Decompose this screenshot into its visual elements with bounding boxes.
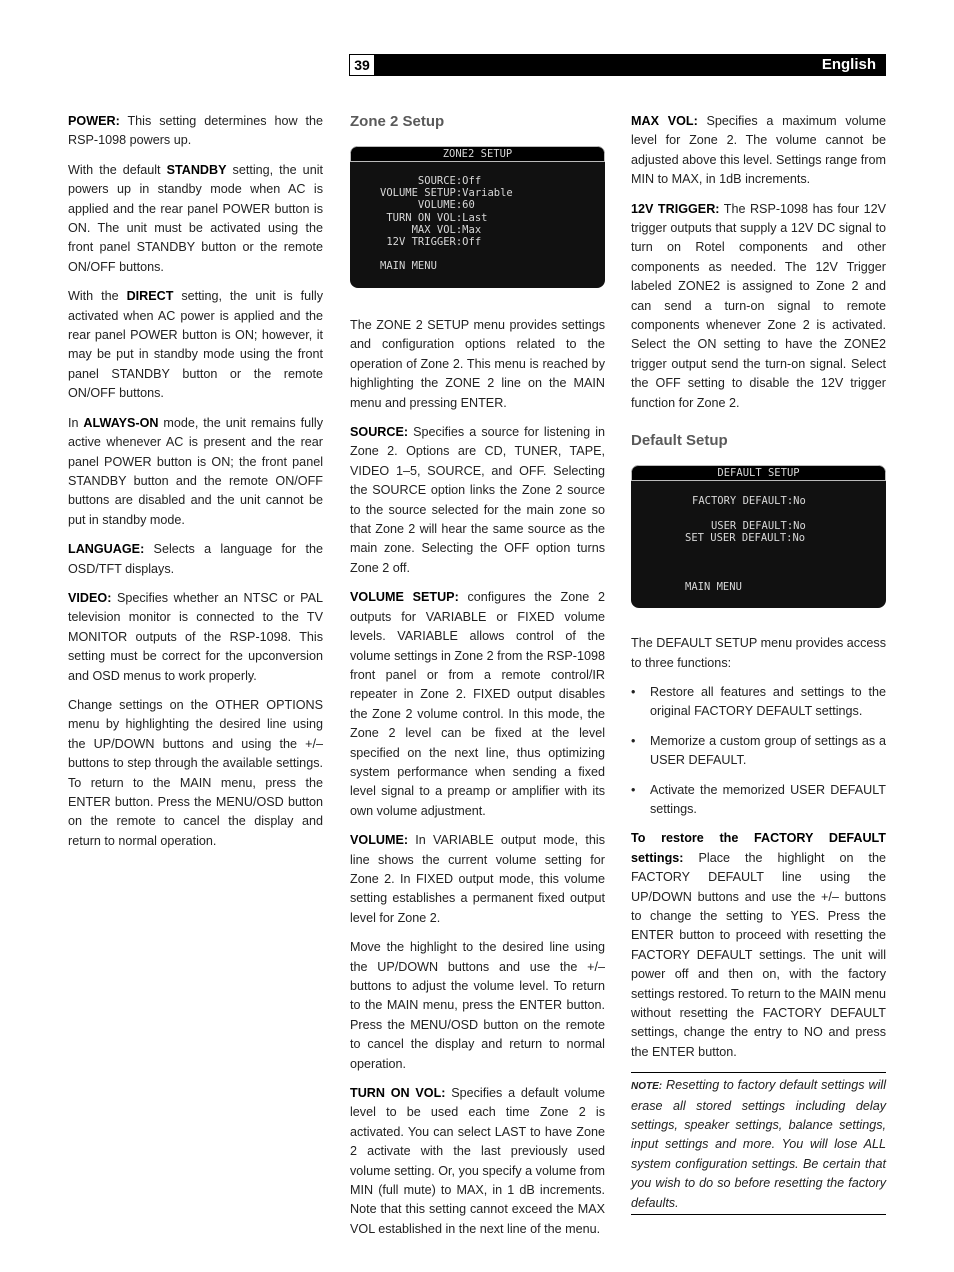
osd-line — [631, 544, 886, 556]
term-power: POWER: — [68, 114, 120, 128]
term-12v-trigger: 12V TRIGGER: — [631, 201, 720, 216]
osd-line: FACTORY DEFAULT:No — [692, 495, 806, 508]
term-always-on: ALWAYS-ON — [83, 415, 159, 430]
osd-line: SET USER DEFAULT:No — [685, 531, 806, 544]
note-label: NOTE: — [631, 1081, 663, 1093]
osd-line — [350, 248, 605, 260]
term-source: SOURCE: — [350, 425, 409, 440]
direct-paragraph: With the DIRECT setting, the unit is fully activated when AC power is applied and the rear panel POWER button is ON; however, it may be put in standby mode using the front panel STANDBY button or the remote ON/OFF buttons. — [68, 289, 323, 401]
term-video: VIDEO: — [68, 590, 112, 605]
list-item: • Restore all features and settings to the original FACTORY DEFAULT settings. — [631, 684, 886, 719]
osd-title: DEFAULT SETUP — [631, 465, 886, 481]
page-header — [349, 54, 886, 76]
list-item: • Memorize a custom group of settings as a USER DEFAULT. — [631, 733, 886, 768]
column-left — [68, 112, 323, 861]
osd-line: SOURCE:Off — [380, 175, 482, 187]
column-middle — [350, 112, 605, 1249]
default-osd-screen — [631, 465, 886, 608]
column-right — [631, 112, 886, 1215]
default-intro-paragraph: The DEFAULT SETUP menu provides access to three functions: — [631, 636, 886, 670]
default-setup-heading: Default Setup — [631, 432, 728, 450]
list-item: • Activate the memorized USER DEFAULT settings. — [631, 782, 886, 816]
osd-line: USER DEFAULT:No — [692, 519, 806, 532]
term-max-vol: MAX VOL: — [631, 114, 698, 128]
source-paragraph: SOURCE: Specifies a source for listening in Zone 2. Options are CD, TUNER, TAPE, VIDEO 1–5, SOURCE, and OFF. Selecting the SOURCE option links the Zone 2 source to the source selected for the main zone so that Zone 2 will hear the same source as the main zone. Selecting the OFF option turns Zone 2 off. — [350, 425, 605, 575]
zone2-osd-screen — [350, 146, 605, 288]
volume-setup-paragraph: VOLUME SETUP: configures the Zone 2 outputs for VARIABLE or FIXED volume levels. VARIABLE allows control of the volume settings in Zone 2 from the RSP-1098 front panel or from a remote control/IR repeater in Zone 2. FIXED output disables the Zone 2 volume control. In this mode, the Zone 2 level can be fixed at the level specified on the next line, thus optimizing system performance when sending a fixed level signal to a preamp or amplifier with its own volume adjustment. — [350, 590, 605, 818]
term-language: LANGUAGE: — [68, 542, 145, 557]
move-highlight-paragraph: Move the highlight to the desired line using the UP/DOWN buttons and use the +/– buttons to adjust the volume level. To return to the MAIN menu, press the ENTER button. Press the MENU/OSD button on the remote to cancel the display and return to normal operation. — [350, 940, 605, 1071]
osd-line: MAX VOL:Max — [380, 223, 482, 236]
osd-line: 12V TRIGGER:Off — [380, 236, 482, 249]
osd-title: ZONE2 SETUP — [350, 146, 605, 162]
restore-factory-paragraph: To restore the FACTORY DEFAULT settings: Place the highlight on the FACTORY DEFAULT line using the UP/DOWN buttons and use the +/– buttons to change the setting to YES. Press the ENTER button to proceed with resetting the FACTORY DEFAULT settings. The unit will power off and then on, with the factory settings restored. To return to the MAIN menu without resetting the FACTORY DEFAULT settings, change the entry to NO and press the ENTER button. — [631, 831, 886, 1059]
term-direct: DIRECT — [126, 289, 174, 304]
zone2-intro-paragraph: The ZONE 2 SETUP menu provides settings and configuration options related to the operation of Zone 2. This menu is reached by highlighting the ZONE 2 line on the MAIN menu and pressing ENTER. — [350, 318, 605, 410]
max-vol-paragraph: MAX VOL: Specifies a maximum volume level for Zone 2. The volume cannot be adjusted above this level. Settings range from MIN to MAX, in 1dB increments. — [631, 114, 886, 187]
osd-line — [631, 568, 886, 580]
language-paragraph: LANGUAGE: Selects a language for the OSD/TFT displays. — [68, 542, 323, 576]
osd-line: VOLUME SETUP:Variable — [380, 187, 513, 200]
turn-on-vol-paragraph: TURN ON VOL: Specifies a default volume level to be used each time Zone 2 is activated. You can select LAST to have Zone 2 activate with the last previously used volume setting. Or, you specify a volume from MIN (full mute) to MAX, in 1 dB increments. Note that this setting cannot exceed the MAX VOL established in the next line of the menu. — [350, 1086, 605, 1236]
term-restore-factory: To restore the FACTORY DEFAULT settings: — [631, 831, 886, 865]
osd-line: MAIN MENU — [380, 260, 437, 273]
term-volume-setup: VOLUME SETUP: — [350, 590, 459, 605]
term-volume: VOLUME: — [350, 833, 409, 848]
language-label: English — [821, 56, 876, 73]
osd-line: MAIN MENU — [685, 580, 742, 593]
osd-line: VOLUME:60 — [380, 199, 475, 212]
osd-line: TURN ON VOL:Last — [380, 211, 488, 224]
osd-line — [631, 507, 886, 519]
zone2-heading: Zone 2 Setup — [350, 113, 445, 130]
always-on-paragraph: In ALWAYS-ON mode, the unit remains fully active whenever AC is present and the rear panel POWER button is ON; the front panel STANDBY button and the remote ON/OFF buttons are disabled and the unit cannot be put in standby mode. — [68, 415, 323, 527]
12v-trigger-paragraph: 12V TRIGGER: The RSP-1098 has four 12V trigger outputs that supply a 12V DC signal to turn on Rotel components and other components as needed. The 12V Trigger labeled ZONE2 is assigned to Zone 2 and can send a turn-on signal to remote components whenever Zone 2 is activated. Select the ON setting to have the ZONE2 trigger output send the turn-on signal. Select the OFF setting to disable the 12V trigger function for Zone 2. — [631, 201, 886, 410]
page-number: 39 — [349, 54, 375, 76]
term-turn-on-vol: TURN ON VOL: — [350, 1086, 446, 1101]
default-functions-list — [631, 683, 886, 819]
power-paragraph: POWER: This setting determines how the RSP-1098 powers up. — [68, 114, 323, 148]
video-paragraph: VIDEO: Specifies whether an NTSC or PAL television monitor is connected to the TV MONITOR outputs of the RSP-1098. This setting must be correct for the upconversion and OSD menus to work properly. — [68, 590, 323, 683]
note-box: NOTE: Resetting to factory default settings will erase all stored settings including delay settings, speaker settings, balance settings, input settings and more. You will lose ALL system configuration settings. Be certain that you wish to do so before resetting the factory defaults. — [631, 1072, 886, 1215]
volume-paragraph: VOLUME: In VARIABLE output mode, this line shows the current volume setting for Zone 2. In FIXED output mode, this volume setting establishes a permanent fixed output level for Zone 2. — [350, 833, 605, 925]
osd-line — [631, 556, 886, 568]
change-settings-paragraph: Change settings on the OTHER OPTIONS menu by highlighting the desired line using the UP/DOWN buttons and using the +/– buttons to step through the available settings. To return to the MAIN menu, press the ENTER button. Press the MENU/OSD button on the remote to cancel the display and return to normal operation. — [68, 697, 323, 848]
standby-paragraph: With the default STANDBY setting, the unit powers up in standby mode when AC is applied and the rear panel POWER button is ON. The unit must be activated using the front panel STANDBY button or the remote ON/OFF buttons. — [68, 162, 323, 274]
term-standby: STANDBY — [166, 162, 227, 177]
